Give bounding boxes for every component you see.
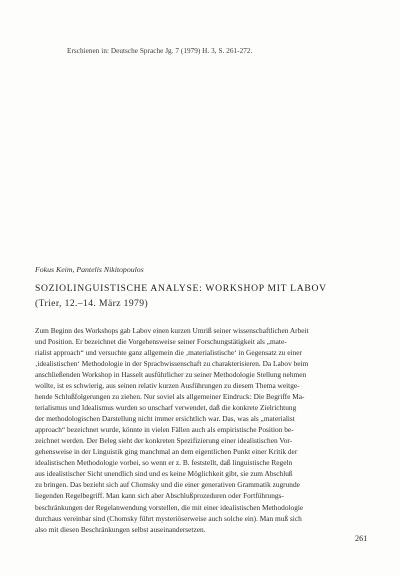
body-text-line: also mit diesen Beschränkungen selbst auseinandersetzen.	[35, 524, 206, 534]
body-text-line: idealistischen Methodologie vorbei, so wenn er z. B. feststellt, daß linguistische Regeln	[35, 458, 293, 468]
body-text-line: beschränkungen der Regelanwendung vorstellen, die mit einer idealistischen Methodologie	[35, 502, 304, 512]
body-text-line: approach“ bezeichnet wurde, könnte in vielen Fällen auch als empiristische Position be-	[35, 425, 294, 435]
publication-source-note: Erschienen in: Deutsche Sprache Jg. 7 (1979) H. 3, S. 261-272.	[67, 47, 253, 55]
body-text-line: der methodologischen Darstellung nicht immer ersichtlich war. Das, was als „materialist	[35, 414, 295, 424]
body-text-line: und Position. Er bezeichnet die Vorgehensweise seiner Forschungstätigkeit als „mate-	[35, 337, 287, 347]
body-text-line: Zum Beginn des Workshops gab Labov einen kurzen Umriß seiner wissenschaftlichen Arbeit	[35, 326, 309, 335]
body-text-line: zu bringen. Das bezieht sich auf Chomsky und die einer generativen Grammatik zugrunde	[35, 480, 300, 490]
body-text-line: terialismus und Idealismus wurden so unscharf verwendet, daß die konkrete Zielrichtung	[35, 403, 297, 413]
page-number: 261	[355, 534, 368, 543]
article-body	[35, 325, 369, 535]
article-subtitle: (Trier, 12.–14. März 1979)	[35, 298, 149, 309]
body-text-line: anschließenden Workshop in Hasselt ausführlicher zu seiner Methodologie Stellung nehmen	[35, 370, 307, 380]
body-text-line: rialist approach“ und versuchte ganz allgemein die ‚materialistische‘ in Gegensatz zu einer	[35, 348, 302, 358]
article-title: SOZIOLINGUISTISCHE ANALYSE: WORKSHOP MIT LABOV	[35, 283, 327, 294]
article-authors: Fokus Keim, Pantelis Nikitopoulos	[35, 265, 144, 274]
body-text-line: ‚idealistischen‘ Methodologie in der Sprachwissenschaft zu charakterisieren. Da Labov beim	[35, 359, 309, 369]
body-text-line: wollte, ist es schwierig, aus seinen relativ kurzen Ausführungen zu diesem Thema weitge-	[35, 381, 300, 391]
body-text-line: gehensweise in der Linguistik ging manchmal an dem eigentlichen Punkt einer Kritik der	[35, 447, 298, 457]
body-text-line: hende Schlußfolgerungen zu ziehen. Nur soviel als allgemeiner Eindruck: Die Begriffe Ma-	[35, 392, 305, 402]
body-text-line: zeichnet werden. Der Beleg sieht der konkreten Spezifizierung einer idealistischen Vor-	[35, 436, 293, 446]
body-text-line: liegenden Regelbegriff. Man kann sich aber Abschlußprozeduren oder Fortführungs-	[35, 491, 284, 501]
body-text-line: durchaus vereinbar sind (Chomsky führt mysteriöserweise auch solche ein). Man muß sich	[35, 513, 302, 523]
body-text-line: aus idealistischer Sicht unendlich sind und es keine Möglichkeit gibt, sie zum Abschluß	[35, 469, 293, 479]
